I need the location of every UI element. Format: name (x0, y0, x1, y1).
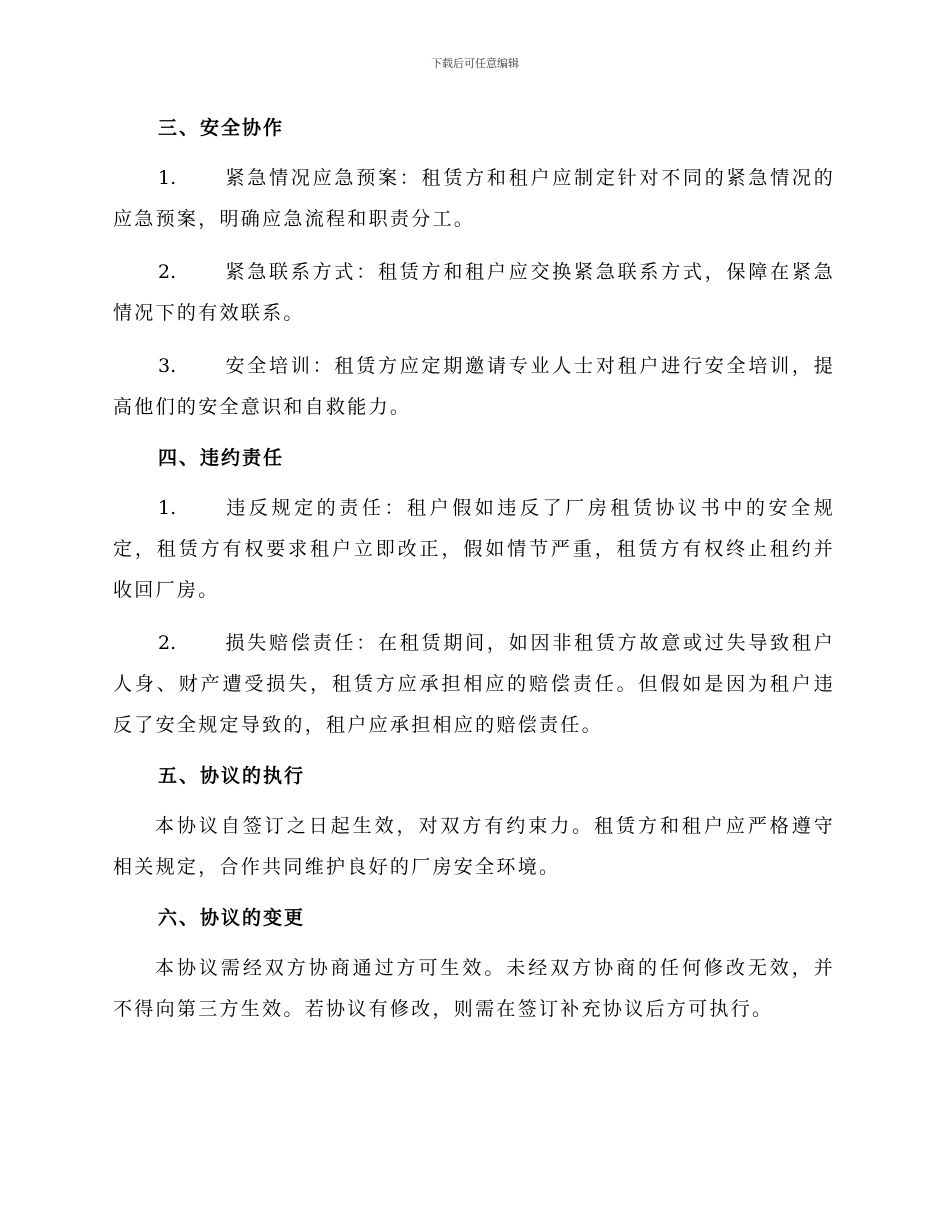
list-item (113, 158, 835, 240)
paragraph: 本协议需经双方协商通过方可生效。未经双方协商的任何修改无效，并不得向第三方生效。若协议有修改，则需在签订补充协议后方可执行。 (113, 957, 835, 1020)
item-text: 紧急情况应急预案：租赁方和租户应制定针对不同的紧急情况的应急预案，明确应急流程和职责分工。 (113, 167, 835, 230)
item-text: 违反规定的责任：租户假如违反了厂房租赁协议书中的安全规定，租赁方有权要求租户立即改正，假如情节严重，租赁方有权终止租约并收回厂房。 (113, 497, 835, 601)
paragraph: 本协议自签订之日起生效，对双方有约束力。租赁方和租户应严格遵守相关规定，合作共同维护良好的厂房安全环境。 (113, 815, 835, 878)
list-item (113, 488, 835, 611)
page-header-note: 下载后可任意编辑 (431, 57, 519, 70)
item-text: 安全培训：租赁方应定期邀请专业人士对租户进行安全培训，提高他们的安全意识和自救能力。 (113, 355, 835, 418)
list-item (113, 252, 835, 334)
section-liability (113, 440, 835, 746)
section-safety-cooperation (113, 110, 835, 428)
section-heading: 四、违约责任 (158, 447, 285, 469)
item-text: 紧急联系方式：租赁方和租户应交换紧急联系方式，保障在紧急情况下的有效联系。 (113, 261, 835, 324)
section-heading: 五、协议的执行 (158, 765, 306, 787)
item-number: 2. (158, 632, 177, 654)
list-item (113, 623, 835, 746)
document-body (113, 110, 835, 1030)
item-text: 损失赔偿责任：在租赁期间，如因非租赁方故意或过失导致租户人身、财产遭受损失，租赁方应承担相应的赔偿责任。但假如是因为租户违反了安全规定导致的，租户应承担相应的赔偿责任。 (113, 632, 835, 736)
section-amendment (113, 900, 835, 1030)
section-heading: 六、协议的变更 (158, 907, 306, 929)
section-execution (113, 758, 835, 888)
item-number: 1. (158, 167, 177, 189)
section-heading: 三、安全协作 (158, 117, 285, 139)
item-number: 2. (158, 261, 177, 283)
item-number: 3. (158, 355, 177, 377)
list-item (113, 346, 835, 428)
item-number: 1. (158, 497, 177, 519)
